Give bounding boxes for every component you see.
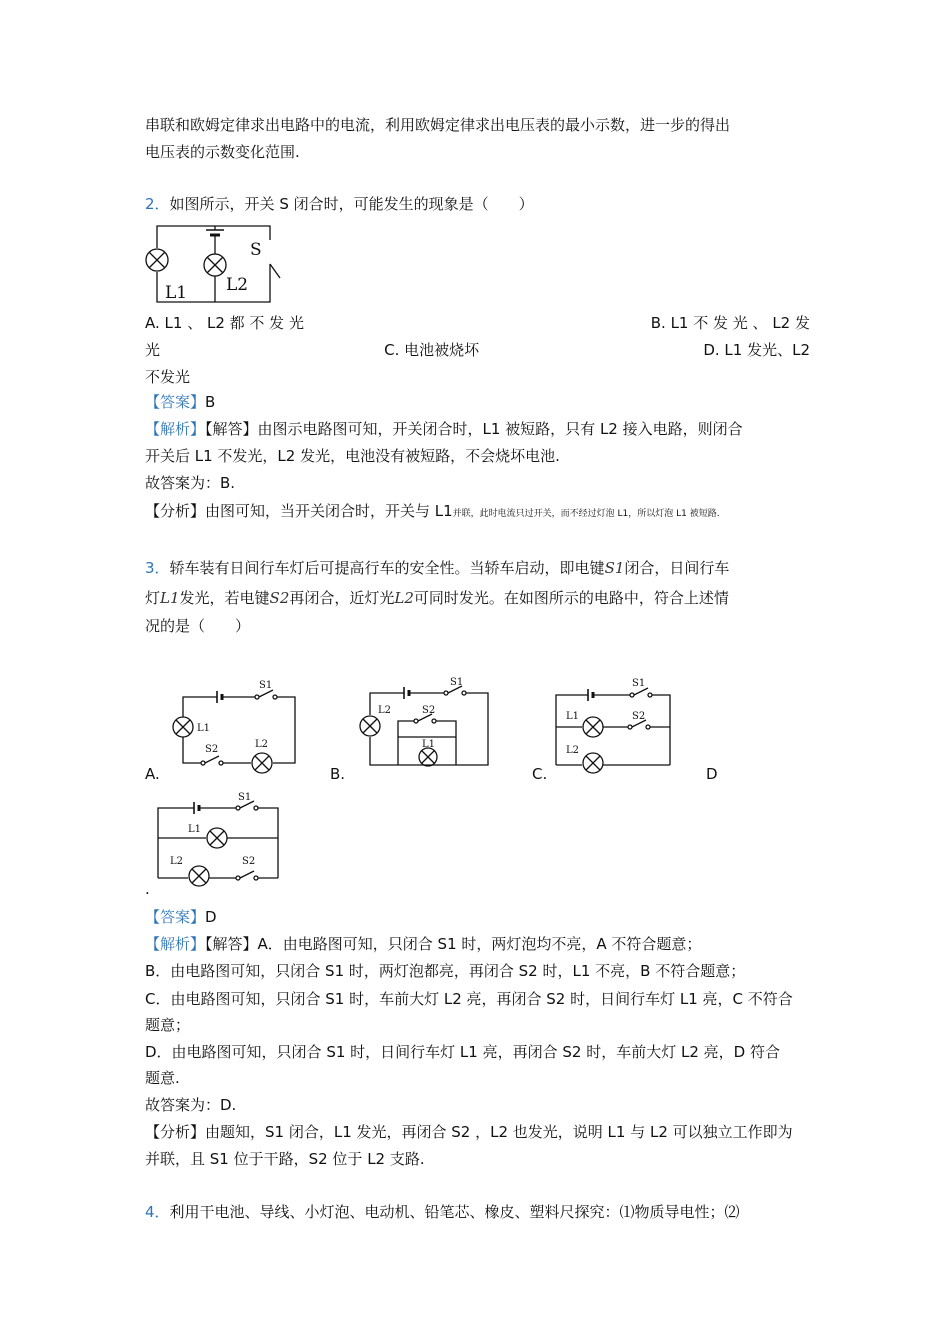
- q2-option-b: B. L1 不 发 光 、 L2 发: [650, 314, 810, 332]
- q2-stem-text: 如图所示，开关 S 闭合时，可能发生的现象是（ ）: [169, 195, 534, 213]
- q2-option-d-cont: 不发光: [145, 368, 191, 386]
- q3-stem-part: 灯: [145, 589, 161, 607]
- q2-number: 2．: [145, 195, 170, 213]
- q2-fig-label-l1: L1: [165, 283, 188, 303]
- analysis-text: 【解答】由图示电路图可知，开关闭合时，L1 被短路，只有 L2 接入电路，则闭合: [205, 420, 743, 438]
- intro-line-1: 串联和欧姆定律求出电路中的电流，利用欧姆定律求出电压表的最小示数，进一步的得出: [145, 116, 731, 134]
- q3-conclusion: 故答案为：D.: [145, 1096, 237, 1114]
- b-label-s1: S1: [450, 677, 464, 688]
- q3-analysis-line-6: 题意.: [145, 1069, 180, 1087]
- q3-stem-line-1: [145, 557, 729, 579]
- q3-fig-label-d: D: [706, 765, 718, 783]
- q3-symbol-l2: L2: [394, 589, 414, 607]
- q2-analysis-line-2: 开关后 L1 不发光，L2 发光，电池没有被短路，不会烧坏电池.: [145, 447, 560, 465]
- q3-circuit-a: [165, 675, 305, 775]
- q3-number: 3．: [145, 559, 170, 577]
- a-label-l2: L2: [255, 739, 269, 750]
- d-label-l1: L1: [188, 824, 202, 835]
- q2-options-row-1: [145, 312, 810, 334]
- q4-number: 4．: [145, 1203, 170, 1221]
- q3-stem-part: 轿车装有日间行车灯后可提高行车的安全性。当轿车启动，即电键: [169, 559, 605, 577]
- c-label-s2: S2: [632, 711, 646, 722]
- q3-circuit-d: [150, 790, 290, 890]
- q3-fig-label-a: A.: [145, 765, 160, 783]
- q2-circuit-figure: [140, 218, 290, 310]
- a-label-l1: L1: [197, 723, 211, 734]
- q3-circuit-b: [352, 675, 492, 775]
- q3-symbol-l1: L1: [160, 589, 180, 607]
- q3-fig-label-c: C.: [532, 765, 548, 783]
- q2-option-b-cont: 光: [145, 341, 161, 359]
- q2-fig-label-s: S: [250, 240, 262, 260]
- q3-stem-part: 发光，若电键: [179, 589, 270, 607]
- q4-stem-text: 利用干电池、导线、小灯泡、电动机、铅笔芯、橡皮、塑料尺探究：⑴物质导电性；⑵: [169, 1203, 740, 1221]
- c-label-l1: L1: [566, 711, 580, 722]
- q2-option-a: A. L1 、 L2 都 不 发 光: [145, 314, 304, 332]
- c-label-l2: L2: [566, 745, 580, 756]
- q3-analysis-line-2: B．由电路图可知，只闭合 S1 时，两灯泡都亮，再闭合 S2 时，L1 不亮，B 不符合题意；: [145, 962, 746, 980]
- q3-analysis-line-5: D．由电路图可知，只闭合 S1 时，日间行车灯 L1 亮，再闭合 S2 时，车前大灯 L2 亮，D 符合: [145, 1043, 780, 1061]
- q3-analysis-line-4: 题意；: [145, 1016, 191, 1034]
- q3-stem-part: 可同时发光。在如图所示的电路中，符合上述情: [413, 589, 729, 607]
- q3-answer: [145, 906, 217, 928]
- analysis-tag: 【解析】: [145, 420, 206, 438]
- c-label-s1: S1: [632, 678, 646, 689]
- b-label-l1: L1: [422, 739, 436, 750]
- b-label-l2: L2: [378, 705, 392, 716]
- q2-stem: [145, 193, 534, 215]
- q2-conclusion: 故答案为：B.: [145, 474, 236, 492]
- q2-answer: [145, 391, 215, 413]
- q2-option-d: D. L1 发光、L2: [703, 341, 810, 359]
- q4-stem: [145, 1201, 740, 1223]
- q3-fenxi-line-1: 【分析】由题知，S1 闭合，L1 发光，再闭合 S2 ，L2 也发光，说明 L1 与 L2 可以独立工作即为: [145, 1123, 793, 1141]
- answer-value: D: [205, 908, 217, 926]
- q2-fig-label-l2: L2: [226, 275, 249, 295]
- q2-option-c: C. 电池被烧坏: [384, 341, 480, 359]
- analysis-text: 【解答】A．由电路图可知，只闭合 S1 时，两灯泡均不亮，A 不符合题意；: [205, 935, 702, 953]
- fenxi-small: 并联，此时电流只过开关，而不经过灯泡 L1，所以灯泡 L1 被短路.: [452, 509, 720, 519]
- a-label-s1: S1: [259, 680, 273, 691]
- q3-fenxi-line-2: 并联，且 S1 位于干路，S2 位于 L2 支路.: [145, 1150, 425, 1168]
- q3-fig-dot: .: [145, 880, 150, 898]
- d-label-l2: L2: [170, 856, 184, 867]
- b-label-s2: S2: [422, 705, 436, 716]
- a-label-s2: S2: [205, 744, 219, 755]
- q3-stem-line-2: [145, 587, 729, 609]
- q3-circuit-c: [548, 675, 688, 775]
- q3-symbol-s1: S1: [604, 559, 625, 577]
- q2-options-row-2: [145, 339, 810, 361]
- q3-analysis-line-3: C．由电路图可知，只闭合 S1 时，车前大灯 L2 亮，再闭合 S2 时，日间行车灯 L1 亮，C 不符合: [145, 990, 793, 1008]
- q3-stem-part: 闭合，日间行车: [624, 559, 730, 577]
- q2-analysis-line-1: [145, 418, 743, 440]
- q3-stem-line-3: 况的是（ ）: [145, 617, 251, 635]
- d-label-s1: S1: [238, 792, 252, 803]
- answer-tag: 【答案】: [145, 393, 206, 411]
- intro-line-2: 电压表的示数变化范围.: [145, 143, 300, 161]
- d-label-s2: S2: [242, 856, 256, 867]
- answer-value: B: [205, 393, 216, 411]
- q3-fig-label-b: B.: [330, 765, 346, 783]
- q3-symbol-s2: S2: [269, 589, 290, 607]
- answer-tag: 【答案】: [145, 908, 206, 926]
- q2-fenxi: [145, 500, 720, 525]
- q3-analysis-line-1: [145, 933, 701, 955]
- q3-stem-part: 再闭合，近灯光: [289, 589, 395, 607]
- fenxi-main: 【分析】由图可知，当开关闭合时，开关与 L1: [145, 502, 453, 520]
- analysis-tag: 【解析】: [145, 935, 206, 953]
